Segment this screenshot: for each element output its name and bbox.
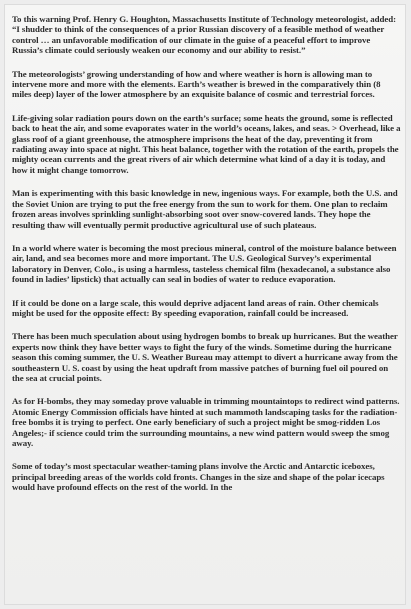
paragraph-experimenting: Man is experimenting with this basic knowledge in new, ingenious ways. For example, both the U.S. and the Soviet Union are trying to put the free energy from the sun to work for them. One plan to reclaim frozen areas involves sprinkling sunlight-absorbing soot over snow-covered lands. They hope the resulting thaw will eventually permit productive agricultural use of such plateaus. (12, 188, 398, 230)
paragraph-hurricanes: There has been much speculation about using hydrogen bombs to break up hurricanes. But the weather experts now think they have better ways to fight the fury of the winds. Sometime during the hurricane season this coming summer, the U. S. Weather Bureau may attempt to divert a hurricane away from the southeastern U. S. coast by using the heat updraft from massive patches of burning fuel oil poured on the sea at crucial points. (12, 331, 398, 383)
document-page (4, 4, 406, 605)
paragraph-houghton-warning: To this warning Prof. Henry G. Houghton, Massachusetts Institute of Technology meteorologist, added: “I shudder to think of the consequences of a prior Russian discovery of a feasible method of weather control … an unfavorable modification of our climate in the guise of a peaceful effort to improve Russia’s climate could seriously weaken our economy and our ability to resist.” (12, 14, 396, 56)
paragraph-large-scale: If it could be done on a large scale, this would deprive adjacent land areas of rain. Other chemicals might be used for the opposite effect: By speeding evaporation, rainfall could be increased. (12, 297, 379, 318)
paragraph-water-control: In a world where water is becoming the most precious mineral, control of the moisture balance between air, land, and sea becomes more and more important. The U.S. Geological Survey’s experimental laboratory in Denver, Colo., is using a harmless, tasteless chemical film (hexadecanol, a substance also found in ladies’ lipstick) that actually can seal in bodies of water to reduce evaporation. (12, 242, 397, 285)
article-body (12, 14, 401, 493)
paragraph-h-bombs: As for H-bombs, they may someday prove valuable in trimming mountaintops to redirect wind patterns. Atomic Energy Commission officials have hinted at such mammoth landscaping tasks for the radiation-free bombs it is trying to perfect. One early beneficiary of such a project might be smog-ridden Los Angeles;- if science could trim the surrounding mountains, a new wind pattern would sweep the smog away. (12, 396, 400, 448)
paragraph-polar-icecaps: Some of today’s most spectacular weather-taming plans involve the Arctic and Antarctic iceboxes, principal breeding areas of the worlds cold fronts. Changes in the size and shape of the polar icecaps would have profound effects on the rest of the world. In the (12, 461, 385, 493)
paragraph-weather-born: The meteorologists’ growing understanding of how and where weather is horn is allowing man to intervene more and more with the elements. Earth’s weather is brewed in the comparatively thin (8 miles deep) layer of the lower atmosphere by an exquisite balance of cosmic and terrestrial forces. (12, 68, 381, 100)
paragraph-solar-radiation: Life-giving solar radiation pours down on the earth’s surface; some heats the ground, some is reflected back to heat the air, and some evaporates water in the world’s oceans, lakes, and seas. > Overhead, like a glass roof of a giant greenhouse, the atmosphere imprisons the heat of the day, preventing it from radiating away into space at night. This heat balance, together with the rotation of the earth, propels the mighty ocean currents and the great rivers of air which determine what kind of a day it is today, and how it might change tomorrow. (12, 112, 401, 175)
